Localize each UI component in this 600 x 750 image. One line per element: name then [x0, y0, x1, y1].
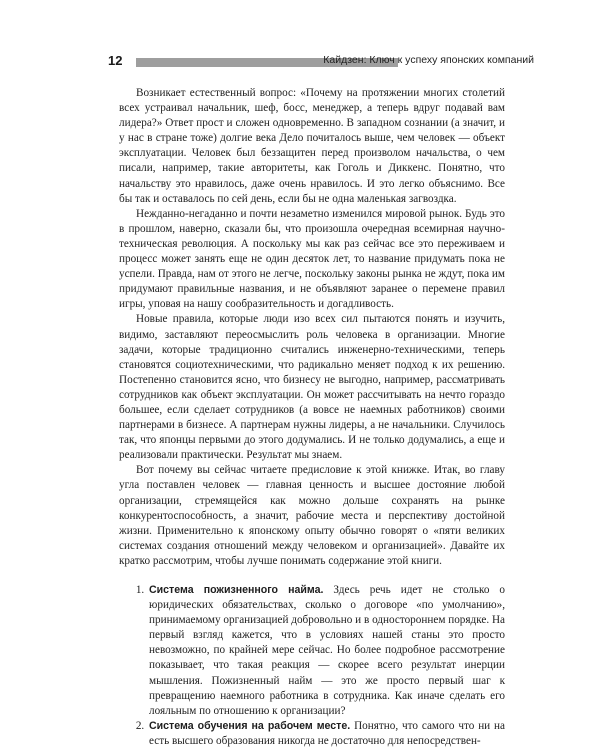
- list-item-title: Система пожизненного найма.: [149, 584, 324, 596]
- paragraph: Возникает естественный вопрос: «Почему на протяжении многих столетий всех устраивал начальник, шеф, босс, менеджер, а теперь вдруг подавай вам лидера?» Ответ прост и сложен одновременно. В западном сознании (а значит, и у нас в стране тоже) долгие века Дело почиталось выше, чем человек — объект эксплуатации. Человек был беззащитен перед произволом начальства, о чем писали, например, такие авторитеты, как Гоголь и Диккенс. Понятно, что начальству это нравилось, даже очень нравилось. И это легко объяснимо. Все бы так и оставалось по сей день, если бы не одна маленькая загвоздка.: [119, 87, 505, 205]
- page-header: [108, 53, 534, 73]
- paragraph: Новые правила, которые люди изо всех сил пытаются понять и изучить, видимо, заставляют переосмыслить роль человека в организации. Многие задачи, которые традиционно считались инженерно-техническими, теперь становятся социотехническими, что радикально меняет подход к их решению. Постепенно становится ясно, что бизнесу не выгодно, например, рассматривать сотрудников как объект эксплуатации. Он может рассчитывать на нечто гораздо большее, если сделает сотрудников (а вовсе не наемных работников) своими партнерами в бизнесе. А партнерам нужны лидеры, а не начальники. Случилось так, что японцы первыми до этого додумались. И не только додумались, а еще и реализовали практически. Результат мы знаем.: [119, 313, 505, 462]
- numbered-list: [119, 583, 505, 749]
- list-item: [147, 719, 505, 749]
- paragraph: Вот почему вы сейчас читаете предисловие к этой книжке. Итак, во главу угла поставлен человек — главная ценность и высшее достояние любой организации, стремящейся как можно дольше сохранять на рынке конкурентоспособность, а значит, рабочие места и перспективу достойной жизни. Применительно к японскому опыту обычно говорят о «пяти великих системах создания отношений между человеком и организацией». Давайте их кратко рассмотрим, чтобы лучше понимать содержание этой книги.: [119, 464, 505, 567]
- page-body: [119, 86, 505, 749]
- list-item-text: Здесь речь идет не столько о юридических обязательствах, сколько о договоре «по умолчанию», принимаемому организацией добровольно и в одностороннем порядке. На первый взгляд кажется, что в условиях нашей станы это просто невозможно, по крайней мере сейчас. Но более подробное рассмотрение показывает, что такая реакция — скорее всего результат инерции мышления. Пожизненный найм — это же просто первый шаг к превращению наемного работника в сотрудника. Как иначе сделать его лояльным по отношению к организации?: [149, 584, 505, 717]
- list-item: [147, 583, 505, 719]
- list-item-title: Система обучения на рабочем месте.: [149, 719, 351, 732]
- page-number: 12: [108, 53, 123, 68]
- paragraph: Нежданно-негаданно и почти незаметно изменился мировой рынок. Будь это в прошлом, наверно, сказали бы, что произошла очередная всемирная научно-техническая революция. А поскольку мы как раз сейчас все это переживаем и процесс может занять еще не один десяток лет, то название придумать пока не успели. Правда, нам от этого не легче, поскольку законы рынка не ждут, пока им придумают правильные названия, и не объявляют заранее о перемене правил игры, уповая на нашу сообразительность и догадливость.: [119, 207, 505, 311]
- list-item-text: Понятно, что самого что ни на есть высшего образования никогда не достаточно для непосредствен-: [149, 719, 505, 747]
- running-title: Кайдзен: Ключ к успеху японских компаний: [323, 54, 534, 66]
